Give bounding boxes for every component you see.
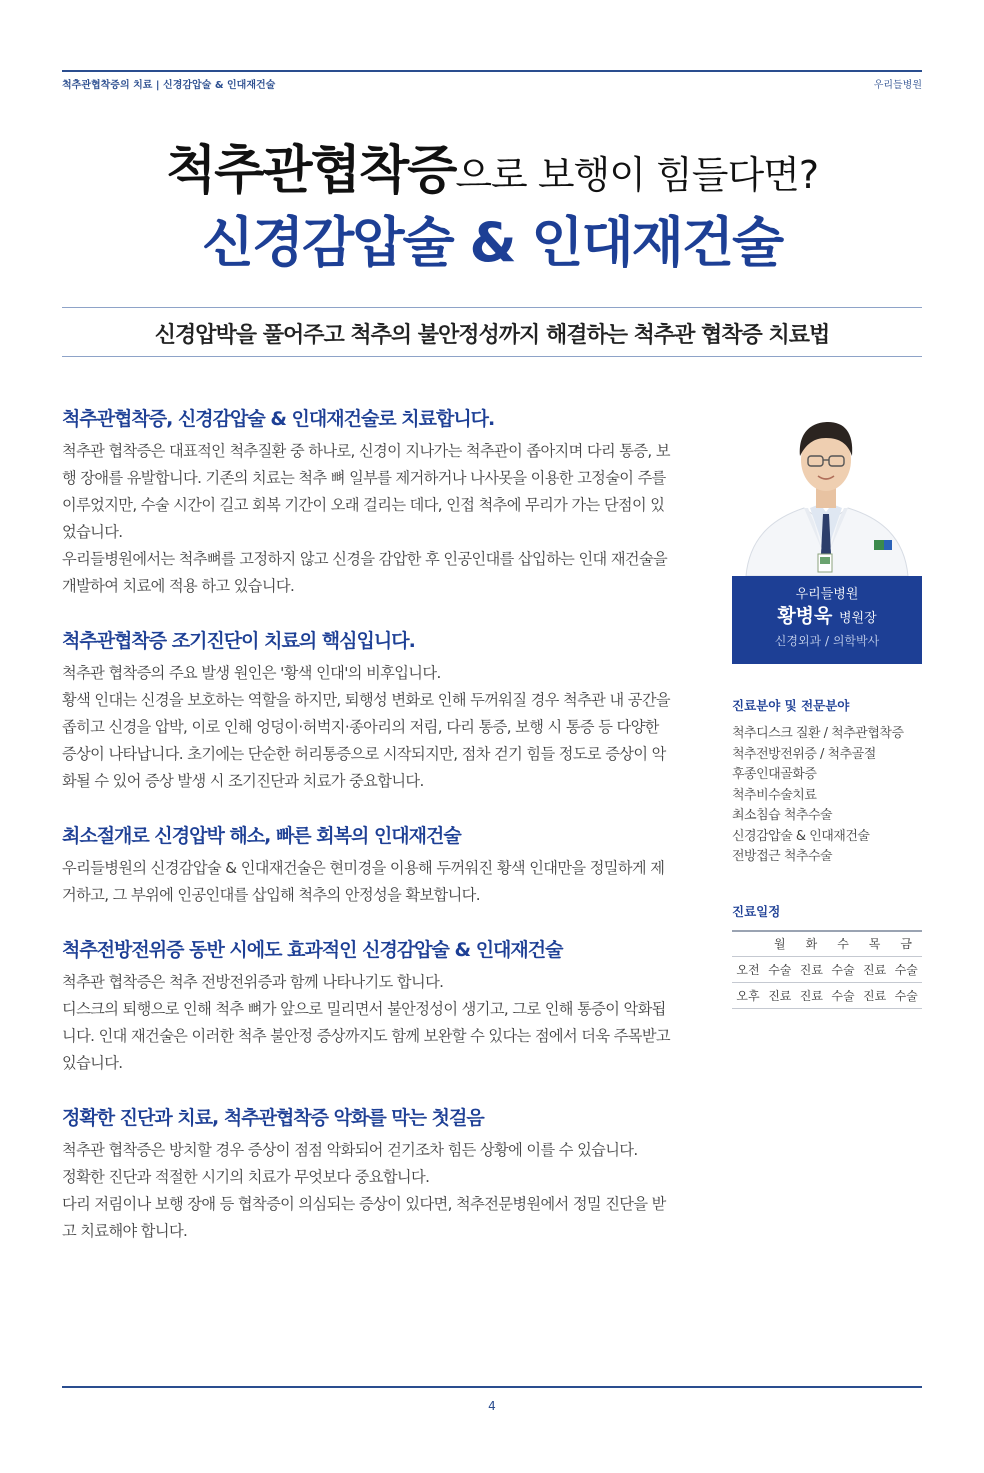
table-cell: 수술 <box>890 983 922 1009</box>
section-2 <box>62 626 674 795</box>
table-cell: 수술 <box>764 957 796 983</box>
doctor-sidebar <box>732 404 922 1009</box>
section-1 <box>62 404 674 600</box>
section-paragraph: 우리들병원의 신경감압술 & 인대재건술은 현미경을 이용해 두꺼워진 황색 인대만을 정밀하게 제거하고, 그 부위에 인공인대를 삽입해 척추의 안정성을 확보합니다. <box>62 859 665 904</box>
table-cell: 수술 <box>827 957 859 983</box>
section-heading: 척추전방전위증 동반 시에도 효과적인 신경감압술 & 인대재건술 <box>62 939 563 961</box>
list-item: 척추전방전위증 / 척추골절 <box>732 746 876 762</box>
table-cell: 수술 <box>827 983 859 1009</box>
section-4 <box>62 935 674 1077</box>
schedule-table <box>732 930 922 1010</box>
page-number: 4 <box>488 1399 496 1413</box>
page-subtitle-main: 신경감압술 & 인대재건술 <box>201 211 783 274</box>
header-rule <box>62 70 922 72</box>
table-cell: 진료 <box>859 983 891 1009</box>
doctor-department: 신경외과 / 의학박사 <box>774 634 880 648</box>
doctor-role: 병원장 <box>839 611 877 626</box>
doctor-name-card <box>732 576 922 664</box>
table-header: 금 <box>890 931 922 957</box>
title-rest: 으로 보행이 힘들다면? <box>455 153 819 197</box>
section-3 <box>62 821 674 909</box>
specialty-heading: 진료분야 및 전문분야 <box>732 698 850 713</box>
section-paragraph: 척추관 협착증은 척추 전방전위증과 함께 나타나기도 합니다. <box>62 973 444 991</box>
section-paragraph: 척추관 협착증은 대표적인 척추질환 중 하나로, 신경이 지나가는 척추관이 좁아지며 다리 통증, 보행 장애를 유발합니다. 기존의 치료는 척추 뼈 일부를 제거하거나 나사못을 이용한 고정술이 주를 이루었지만, 수술 시간이 길고 회복 기간이 오래 걸리는 데다, 인접 척추에 무리가 가는 단점이 있었습니다. <box>62 442 670 541</box>
table-cell: 수술 <box>890 957 922 983</box>
section-heading: 정확한 진단과 치료, 척추관협착증 악화를 막는 첫걸음 <box>62 1107 484 1129</box>
specialty-list <box>732 724 922 868</box>
footer-rule <box>62 1386 922 1388</box>
section-paragraph: 척추관 협착증은 방치할 경우 증상이 점점 악화되어 걷기조차 힘든 상황에 이를 수 있습니다. <box>62 1141 638 1159</box>
table-cell: 진료 <box>796 983 828 1009</box>
list-item: 척추비수술치료 <box>732 787 817 803</box>
section-paragraph: 다리 저림이나 보행 장애 등 협착증이 의심되는 증상이 있다면, 척추전문병원에서 정밀 진단을 받고 치료해야 합니다. <box>62 1195 666 1240</box>
section-heading: 척추관협착증, 신경감압술 & 인대재건술로 치료합니다. <box>62 408 495 430</box>
section-paragraph: 황색 인대는 신경을 보호하는 역할을 하지만, 퇴행성 변화로 인해 두꺼워질 경우 척추관 내 공간을 좁히고 신경을 압박, 이로 인해 엉덩이·허벅지·종아리의 저림, 다리 통증, 보행 시 통증 등 다양한 증상이 나타납니다. 초기에는 단순한 허리통증으로 시작되지만, 점차 걷기 힘들 정도로 증상이 악화될 수 있어 증상 발생 시 조기진단과 치료가 중요합니다. <box>62 691 670 790</box>
subtitle-rule-bottom <box>62 356 922 357</box>
doctor-portrait-illustration <box>732 404 922 576</box>
table-row <box>732 983 922 1009</box>
table-row-label: 오전 <box>732 957 764 983</box>
table-cell: 진료 <box>764 983 796 1009</box>
schedule-heading: 진료일정 <box>732 903 781 919</box>
table-header: 화 <box>796 931 828 957</box>
section-paragraph: 우리들병원에서는 척추뼈를 고정하지 않고 신경을 감압한 후 인공인대를 삽입하는 인대 재건술을 개발하여 치료에 적용 하고 있습니다. <box>62 550 668 595</box>
table-row-label: 오후 <box>732 983 764 1009</box>
table-header: 목 <box>859 931 891 957</box>
article-body <box>62 404 674 1271</box>
page-title <box>0 128 984 203</box>
section-heading: 척추관협착증 조기진단이 치료의 핵심입니다. <box>62 630 415 652</box>
table-header: 월 <box>764 931 796 957</box>
table-row <box>732 957 922 983</box>
list-item: 최소침습 척추수술 <box>732 808 833 823</box>
table-row <box>732 931 922 957</box>
table-cell <box>732 931 764 957</box>
breadcrumb: 척추관협착증의 치료 | 신경감압술 & 인대재건술 <box>62 80 276 91</box>
section-paragraph: 디스크의 퇴행으로 인해 척추 뼈가 앞으로 밀리면서 불안정성이 생기고, 그로 인해 통증이 악화됩니다. 인대 재건술은 이러한 척추 불안정 증상까지도 함께 보완할 수 있다는 점에서 더욱 주목받고 있습니다. <box>62 1000 670 1072</box>
subtitle-rule-top <box>62 307 922 308</box>
list-item: 전방접근 척추수술 <box>732 849 833 864</box>
title-strong: 척추관협착증 <box>165 141 456 201</box>
table-cell: 진료 <box>859 957 891 983</box>
section-5 <box>62 1103 674 1245</box>
hospital-brand: 우리들병원 <box>873 80 922 91</box>
doctor-hospital: 우리들병원 <box>795 587 859 602</box>
table-cell: 진료 <box>796 957 828 983</box>
list-item: 신경감압술 & 인대재건술 <box>732 828 870 844</box>
doctor-name-line <box>732 604 922 631</box>
section-paragraph: 척추관 협착증의 주요 발생 원인은 '황색 인대'의 비후입니다. <box>62 664 441 682</box>
doctor-name: 황병욱 <box>777 605 833 627</box>
list-item: 후종인대골화증 <box>732 767 817 782</box>
section-paragraph: 정확한 진단과 적절한 시기의 치료가 무엇보다 중요합니다. <box>62 1168 430 1186</box>
table-header: 수 <box>827 931 859 957</box>
section-heading: 최소절개로 신경압박 해소, 빠른 회복의 인대재건술 <box>62 825 461 847</box>
tagline: 신경압박을 풀어주고 척추의 불안정성까지 해결하는 척추관 협착증 치료법 <box>154 323 830 348</box>
doctor-photo <box>732 404 922 576</box>
list-item: 척추디스크 질환 / 척추관협착증 <box>732 726 904 741</box>
